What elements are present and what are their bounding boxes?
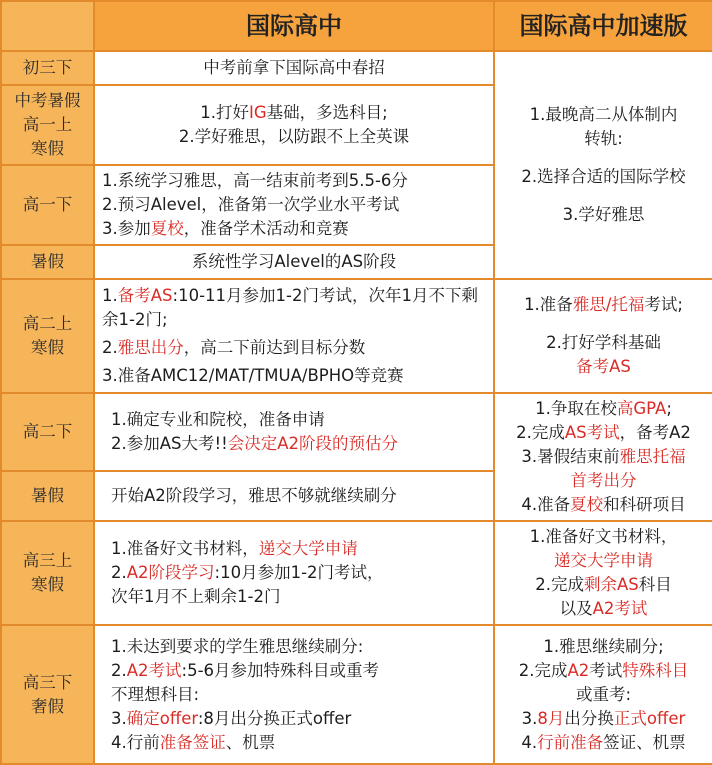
- row-grade11-term2: [1, 393, 712, 471]
- intl-line: 1.打好IG基础，多选科目;: [200, 103, 388, 122]
- accel-line: 2.选择合适的国际学校: [521, 167, 686, 186]
- period-line: 高二上: [22, 314, 73, 333]
- period-label: 暑假: [1, 245, 94, 279]
- intl-cell: 系统性学习Alevel的AS阶段: [94, 245, 494, 279]
- accel-line: 2.打好学科基础: [546, 333, 661, 352]
- intl-line: 1.备考AS:10-11月参加1-2门考试，次年1月不下剩余1-2门;: [102, 286, 478, 329]
- intl-line: 3.准备AMC12/MAT/TMUA/BPHO等竞赛: [102, 366, 404, 385]
- row-grade9-term2: [1, 51, 712, 85]
- accel-line: 1.争取在校高GPA;: [535, 399, 672, 418]
- intl-line: 1.准备好文书材料，递交大学申请: [111, 539, 358, 558]
- highlight-text: AS考试: [564, 423, 620, 442]
- accel-line-highlight: 递交大学申请: [554, 551, 653, 570]
- intl-line: 1.确定专业和院校，准备申请: [111, 410, 325, 429]
- highlight-text: 行前准备: [537, 732, 604, 752]
- period-label: 高二下: [1, 393, 94, 471]
- header-intl-highschool: 国际高中: [94, 1, 494, 51]
- period-line: 高三下: [22, 672, 73, 692]
- intl-line: 2.参加AS大考!!会决定A2阶段的预估分: [111, 434, 399, 453]
- period-label: [1, 625, 94, 764]
- period-line: 高一上: [22, 115, 73, 134]
- intl-cell: 中考前拿下国际高中春招: [94, 51, 494, 85]
- period-label: [1, 279, 94, 393]
- intl-cell: [94, 279, 494, 393]
- row-grade11-term1: [1, 279, 712, 393]
- highlight-text: 剩余AS: [583, 575, 639, 594]
- highlight-text: 8月: [537, 708, 565, 728]
- period-line: 高三上: [22, 551, 73, 570]
- intl-cell: 开始A2阶段学习，雅思不够就继续刷分: [94, 471, 494, 521]
- accel-cell: [494, 521, 712, 625]
- header-row: [1, 1, 712, 51]
- accel-line: 1.雅思继续刷分;: [543, 636, 664, 656]
- accel-line: 2.完成A2考试特殊科目: [518, 660, 689, 680]
- highlight-text: 特殊科目: [622, 660, 689, 680]
- intl-line: 3.参加夏校，准备学术活动和竞赛: [102, 219, 349, 238]
- accel-line: 1.准备雅思/托福考试;: [524, 295, 683, 314]
- highlight-text: 确定offer: [126, 708, 198, 728]
- accel-cell: [494, 393, 712, 521]
- highlight-text: 夏校: [570, 495, 604, 514]
- intl-line: 2.学好雅思，以防跟不上全英课: [178, 127, 410, 146]
- intl-cell: [94, 165, 494, 245]
- intl-line: 2.A2考试:5-6月参加特殊科目或重考: [111, 660, 380, 680]
- row-grade12-term2: [1, 625, 712, 764]
- row-grade12-term1: [1, 521, 712, 625]
- accel-line: 2.完成AS考试，备考A2: [516, 423, 691, 442]
- accel-line: 3.8月出分换正式offer: [521, 708, 686, 728]
- intl-cell: [94, 521, 494, 625]
- period-label: 暑假: [1, 471, 94, 521]
- highlight-text: 备考AS: [117, 286, 173, 305]
- accel-line: 1.最晚高二从体制内: [529, 105, 678, 124]
- accel-line: 4.行前准备签证、机票: [521, 732, 686, 752]
- highlight-text: 准备签证: [159, 732, 226, 752]
- accel-line: 或重考:: [575, 684, 632, 704]
- accel-cell-early: [494, 51, 712, 279]
- accel-line-highlight: 备考AS: [576, 357, 631, 376]
- period-line: 寒假: [31, 139, 64, 158]
- period-line: 寒假: [31, 338, 64, 357]
- header-corner: [1, 1, 94, 51]
- accel-line: 2.完成剩余AS科目: [535, 575, 672, 594]
- highlight-text: IG: [249, 103, 267, 122]
- highlight-text: 雅思托福: [619, 447, 686, 466]
- period-line: 中考暑假: [14, 91, 81, 110]
- accel-cell: [494, 625, 712, 764]
- accel-line-highlight: 首考出分: [570, 471, 637, 490]
- intl-line: 次年1月不上剩余1-2门: [111, 587, 281, 606]
- period-label: [1, 521, 94, 625]
- intl-line: 1.系统学习雅思，高一结束前考到5.5-6分: [102, 171, 408, 190]
- period-line: 寒假: [31, 575, 64, 594]
- period-line: 奢假: [31, 696, 64, 716]
- intl-line: 1.未达到要求的学生雅思继续刷分:: [111, 636, 364, 656]
- highlight-text: 雅思出分: [117, 338, 184, 357]
- intl-line: 2.A2阶段学习:10月参加1-2门考试，: [111, 563, 384, 582]
- intl-line: 4.行前准备签证、机票: [111, 732, 276, 752]
- intl-cell: [94, 393, 494, 471]
- highlight-text: 会决定A2阶段的预估分: [227, 434, 399, 453]
- highlight-text: 递交大学申请: [258, 539, 358, 558]
- intl-cell: [94, 625, 494, 764]
- highlight-text: A2阶段学习: [126, 563, 215, 582]
- highlight-text: A2考试: [126, 660, 182, 680]
- accel-line: 4.准备夏校和科研项目: [521, 495, 686, 514]
- highlight-text: 正式offer: [613, 708, 686, 728]
- accel-cell: [494, 279, 712, 393]
- accel-line: 转轨:: [584, 129, 623, 148]
- period-label: 初三下: [1, 51, 94, 85]
- intl-cell: [94, 85, 494, 165]
- intl-line: 2.雅思出分，高二下前达到目标分数: [102, 338, 366, 357]
- spacer: [502, 189, 705, 203]
- period-label: 高一下: [1, 165, 94, 245]
- spacer: [502, 151, 705, 165]
- header-intl-accelerated: 国际高中加速版: [494, 1, 712, 51]
- highlight-text: A2考试: [592, 599, 648, 618]
- spacer: [502, 317, 705, 331]
- accel-line: 1.准备好文书材料，: [529, 527, 678, 546]
- highlight-text: 高GPA: [616, 399, 667, 418]
- intl-line: 3.确定offer:8月出分换正式offer: [111, 708, 352, 728]
- highlight-text: 夏校: [150, 219, 184, 238]
- highlight-text: 雅思/托福: [572, 295, 645, 314]
- accel-line: 3.学好雅思: [562, 205, 645, 224]
- accel-line: 以及A2考试: [559, 599, 648, 618]
- accel-line: 3.暑假结束前雅思托福: [521, 447, 686, 466]
- intl-line: 2.预习Alevel，准备第一次学业水平考试: [102, 195, 400, 214]
- period-label: [1, 85, 94, 165]
- intl-line: 不理想科目:: [111, 684, 200, 704]
- highlight-text: A2: [567, 660, 590, 680]
